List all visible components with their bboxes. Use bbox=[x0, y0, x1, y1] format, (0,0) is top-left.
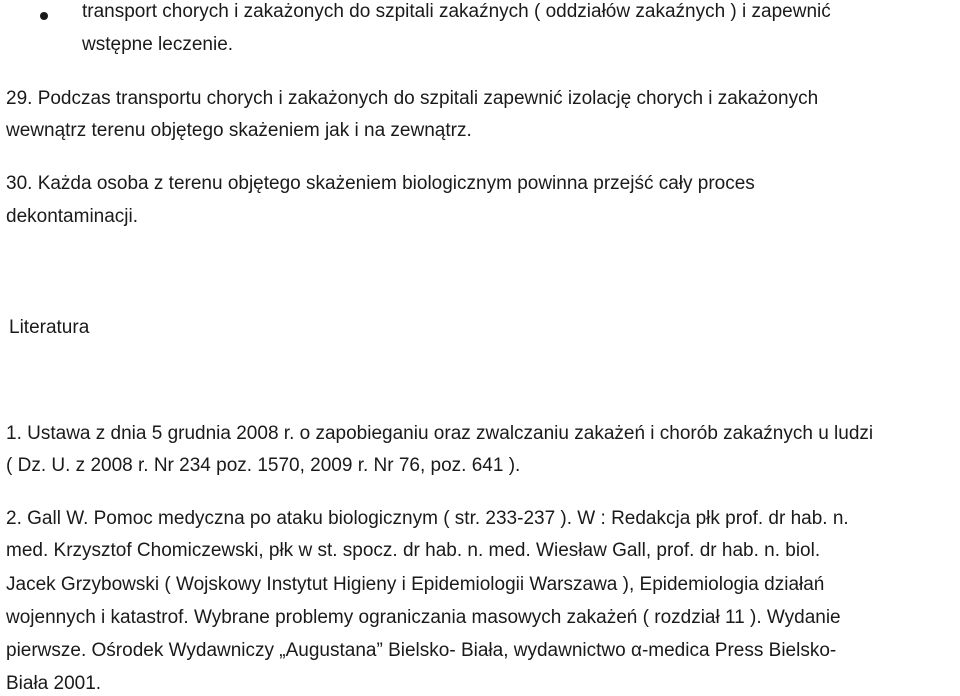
item-30-line-2: dekontaminacji. bbox=[6, 206, 139, 227]
item-29-line-2: wewnątrz terenu objętego skażeniem jak i na zewnątrz. bbox=[6, 120, 472, 141]
reference-2-line-5: pierwsze. Ośrodek Wydawniczy „Augustana” Bielsko- Biała, wydawnictwo α-medica Press Bielsko- bbox=[6, 640, 837, 661]
reference-1-line-2: ( Dz. U. z 2008 r. Nr 234 poz. 1570, 2009 r. Nr 76, poz. 641 ). bbox=[6, 455, 521, 476]
reference-2-line-6: Biała 2001. bbox=[6, 673, 102, 694]
reference-2-line-4: wojennych i katastrof. Wybrane problemy ograniczania masowych zakażeń ( rozdział 11 ). Wydanie bbox=[6, 607, 841, 628]
item-30-line-1: 30. Każda osoba z terenu objętego skażeniem biologicznym powinna przejść cały proces bbox=[6, 173, 755, 194]
bullet-text-line-1: transport chorych i zakażonych do szpitali zakaźnych ( oddziałów zakaźnych ) i zapewnić bbox=[82, 1, 831, 22]
reference-2-line-2: med. Krzysztof Chomiczewski, płk w st. spocz. dr hab. n. med. Wiesław Gall, prof. dr hab. n. biol. bbox=[6, 540, 821, 561]
reference-2-line-1: 2. Gall W. Pomoc medyczna po ataku biologicznym ( str. 233-237 ). W : Redakcja płk prof. dr hab. n. bbox=[6, 508, 849, 529]
bullet-text-line-2: wstępne leczenie. bbox=[82, 34, 234, 55]
bullet-icon bbox=[40, 12, 48, 20]
reference-1-line-1: 1. Ustawa z dnia 5 grudnia 2008 r. o zapobieganiu oraz zwalczaniu zakażeń i chorób zakaźnych u ludzi bbox=[6, 423, 874, 444]
section-heading: Literatura bbox=[9, 317, 90, 338]
reference-2-line-3: Jacek Grzybowski ( Wojskowy Instytut Higieny i Epidemiologii Warszawa ), Epidemiologia działań bbox=[6, 574, 825, 595]
item-29-line-1: 29. Podczas transportu chorych i zakażonych do szpitali zapewnić izolację chorych i zakażonych bbox=[6, 88, 819, 109]
